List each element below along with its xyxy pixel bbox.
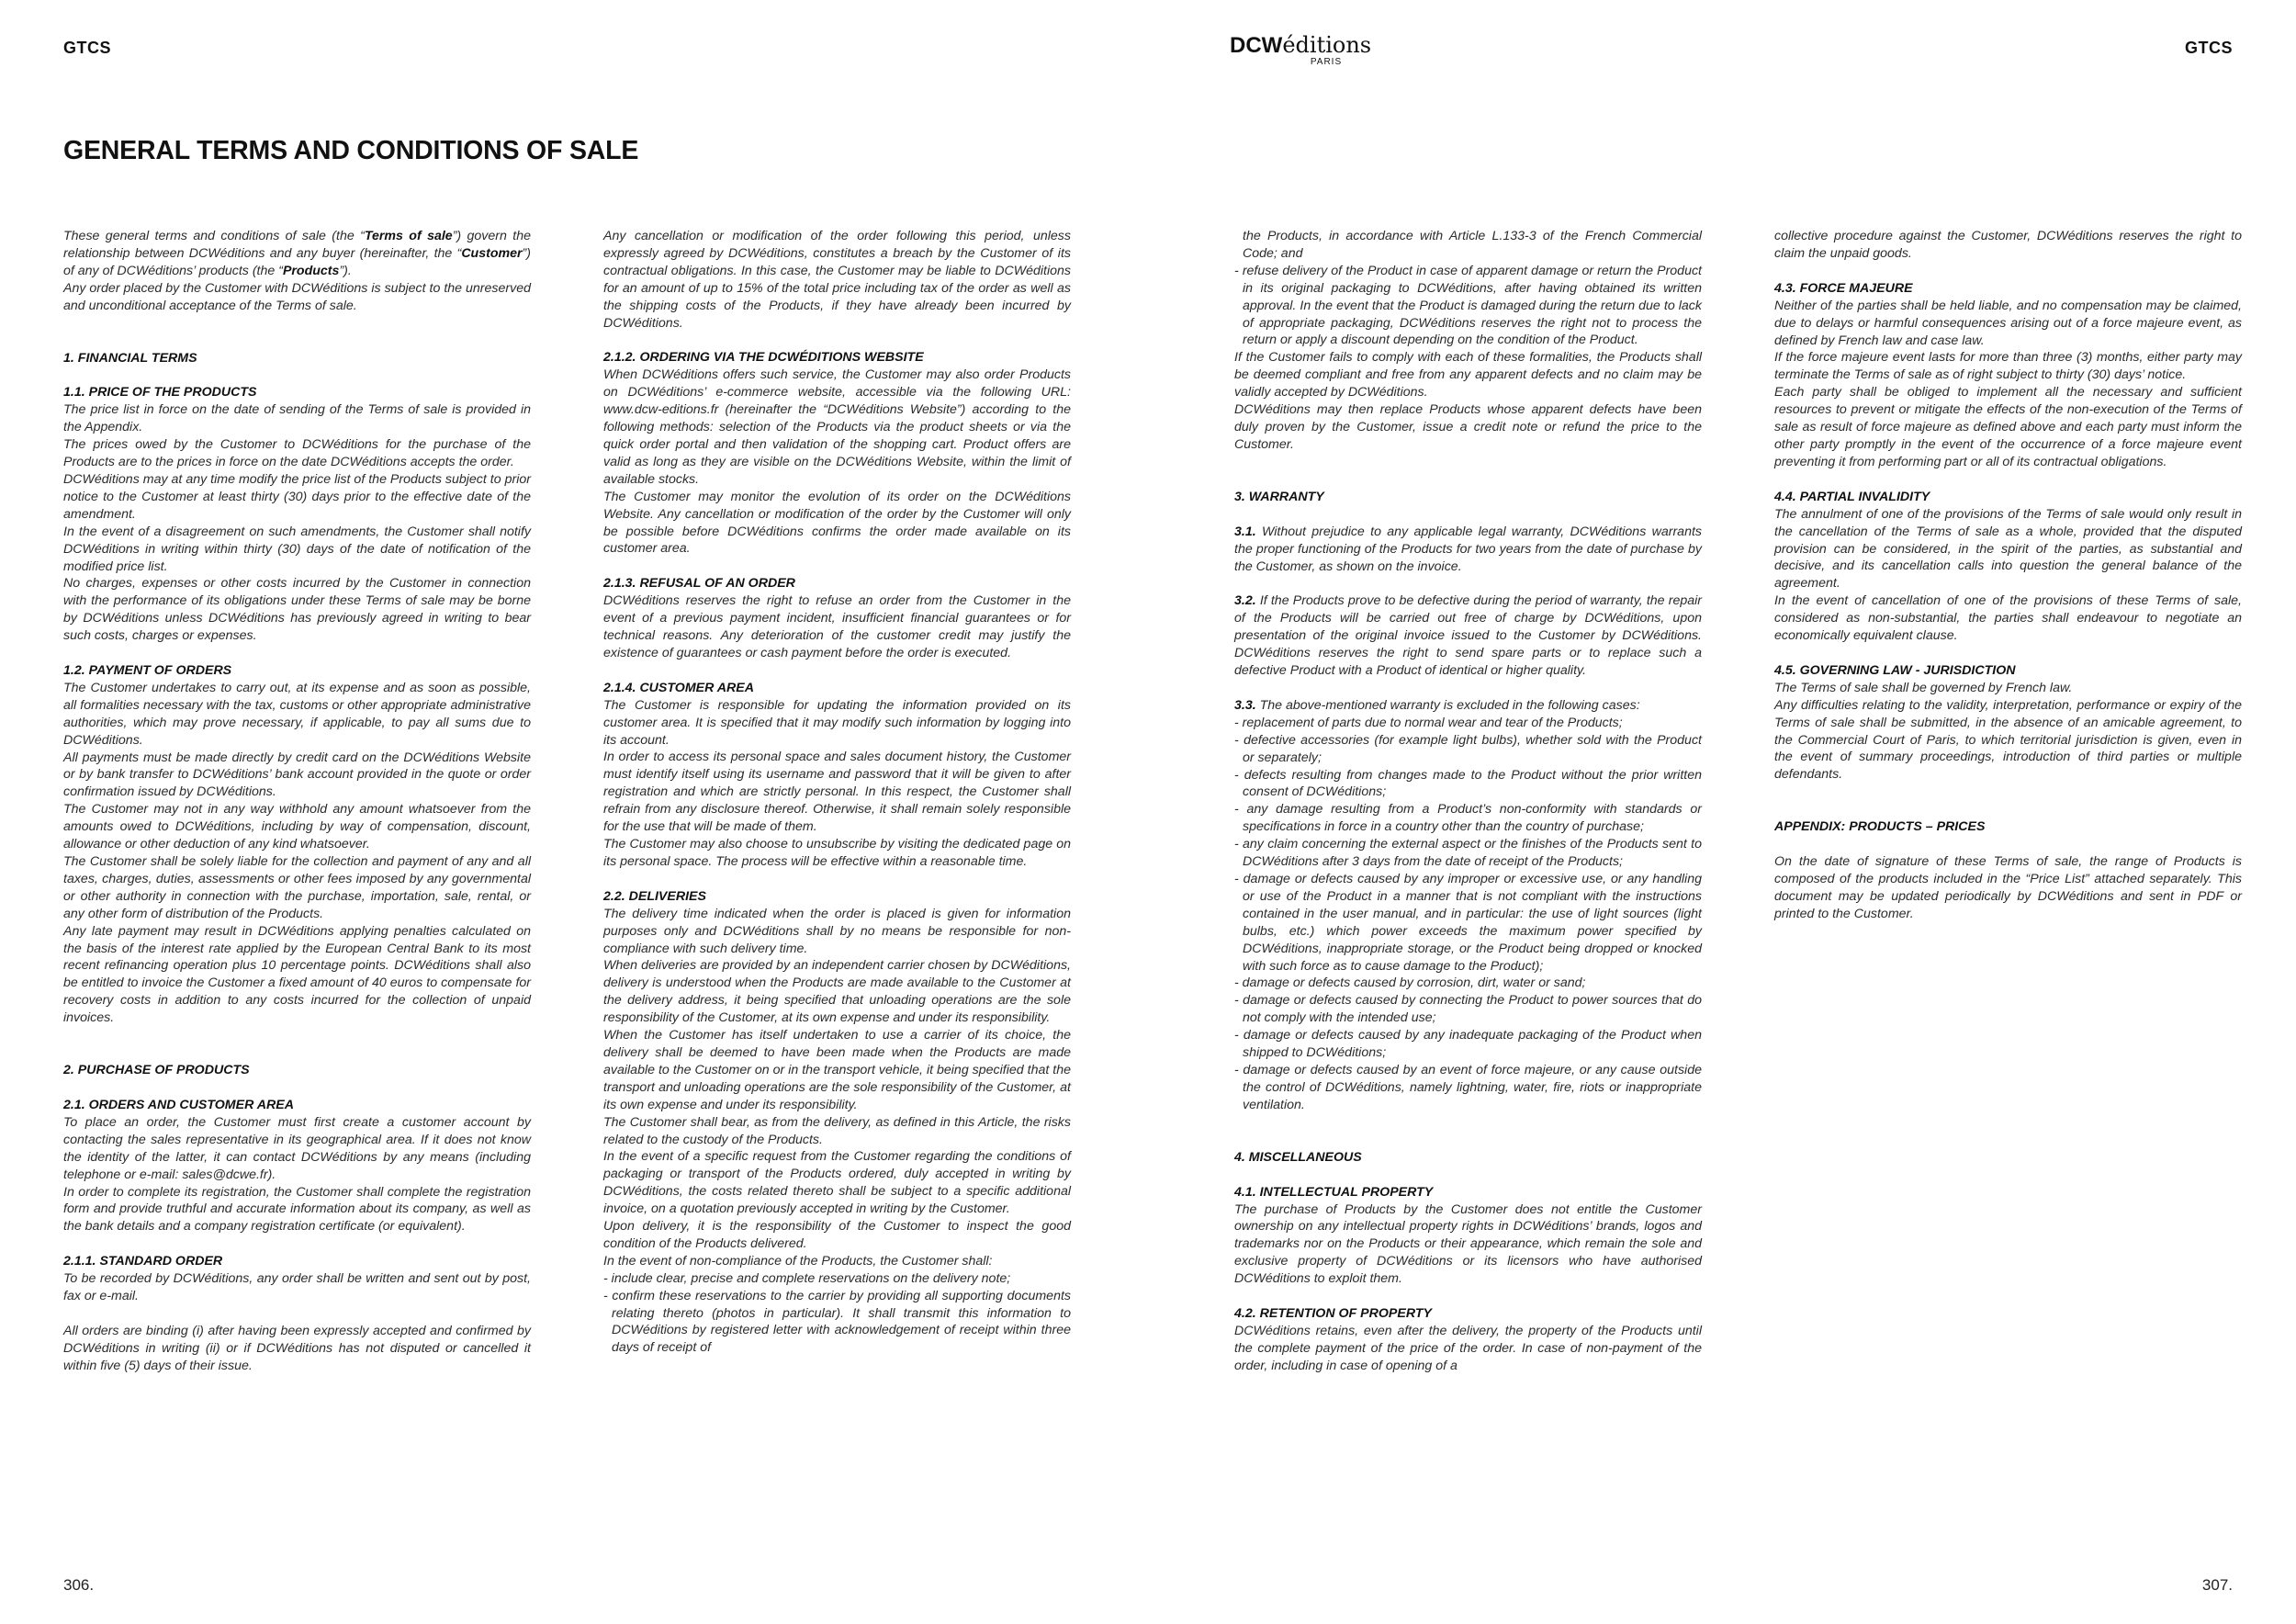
- list-item: - defective accessories (for example light bulbs), whether sold with the Product or separately;: [1234, 732, 1702, 767]
- list-item: - include clear, precise and complete reservations on the delivery note;: [603, 1270, 1071, 1288]
- paragraph: Any late payment may result in DCWéditions applying penalties calculated on the basis of the interest rate applied by the European Central Bank to its most recent refinancing operation plus 10 percentage points. DCWéditions shall also be entitled to invoice the Customer a fixed amount of 40 euros to compensate for recovery costs in addition to any costs incurred for the collection of unpaid invoices.: [63, 923, 531, 1026]
- subsection-heading: 4.1. INTELLECTUAL PROPERTY: [1234, 1184, 1434, 1200]
- subsection-heading: 1.1. PRICE OF THE PRODUCTS: [63, 385, 257, 400]
- subsection-heading: 2.1.2. ORDERING VIA THE DCWÉDITIONS WEBSITE: [603, 350, 924, 366]
- paragraph: The purchase of Products by the Customer does not entitle the Customer ownership on any intellectual property rights in DCWéditions’ brands, logos and trademarks nor on the Products or their appearance, which remain the sole and exclusive property of DCWéditions or its licensors who have authorised DCWéditions to exploit them.: [1234, 1201, 1702, 1287]
- paragraph: Any difficulties relating to the validity, interpretation, performance or expiry of the Terms of sale shall be submitted, in the absence of an amicable agreement, to the Commercial Court of Paris, to which territorial jurisdiction is given, even in the event of summary proceedings, introduction of third parties or multiple defendants.: [1774, 697, 2242, 783]
- paragraph: The prices owed by the Customer to DCWéditions for the purchase of the Products are to the prices in force on the date DCWéditions accepts the order.: [63, 437, 531, 470]
- list-item: - damage or defects caused by corrosion, dirt, water or sand;: [1234, 975, 1702, 992]
- warranty-exclusions-list: [1234, 715, 1702, 1114]
- clause-number: 3.3.: [1234, 697, 1256, 713]
- list-item: - damage or defects caused by any inadequate packaging of the Product when shipped to DCWéditions;: [1234, 1027, 1702, 1062]
- clause-text: The above-mentioned warranty is excluded in the following cases:: [1255, 697, 1640, 713]
- logo-light: éditions: [1282, 32, 1372, 58]
- clause-text: If the Products prove to be defective during the period of warranty, the repair of the Products will be carried out free of charge by DCWéditions, upon presentation of the original invoice issued to the Customer by DCWéditions. DCWéditions reserves the right to send spare parts or to replace such a defective Product with a Product of identical or higher quality.: [1234, 593, 1702, 679]
- paragraph: If the force majeure event lasts for more than three (3) months, either party may terminate the Terms of sale as of right subject to thirty (30) days’ notice.: [1774, 350, 2242, 383]
- paragraph: The Customer shall bear, as from the delivery, as defined in this Article, the risks related to the custody of the Products.: [603, 1114, 1071, 1147]
- subsection-heading: 2.2. DELIVERIES: [603, 888, 706, 904]
- column-3: [1234, 228, 1702, 1375]
- clause-number: 3.2.: [1234, 593, 1256, 609]
- section-heading: 4. MISCELLANEOUS: [1234, 1149, 1362, 1165]
- subsection-heading: 4.4. PARTIAL INVALIDITY: [1774, 489, 1930, 504]
- clause-number: 3.1.: [1234, 524, 1256, 539]
- paragraph: The Customer undertakes to carry out, at its expense and as soon as possible, all formalities necessary with the tax, customs or other appropriate administrative authorities, which may prove necessary, if applicable, to pay all sums due to DCWéditions.: [63, 680, 531, 748]
- intro-text-a: These general terms and conditions of sale (the “: [63, 229, 365, 243]
- paragraph: In the event of non-compliance of the Products, the Customer shall:: [603, 1253, 993, 1269]
- column-4: [1774, 228, 2242, 923]
- page-title: GENERAL TERMS AND CONDITIONS OF SALE: [63, 136, 639, 165]
- list-item: - any claim concerning the external aspect or the finishes of the Products sent to DCWéditions after 3 days from the date of receipt of the Products;: [1234, 836, 1702, 871]
- clause-text: Without prejudice to any applicable legal warranty, DCWéditions warrants the proper functioning of the Products for two years from the date of purchase by the Customer, as shown on the invoice.: [1234, 524, 1702, 574]
- paragraph: In the event of a specific request from the Customer regarding the conditions of packaging or transport of the Products ordered, duly accepted in writing by DCWéditions, the costs related thereto shall be subject to a specific additional invoice, on a quotation previously accepted in writing by the Customer.: [603, 1149, 1071, 1217]
- list-item: - damage or defects caused by connecting the Product to power sources that do not comply with the intended use;: [1234, 992, 1702, 1027]
- warranty-clause: [1234, 524, 1702, 576]
- header-left-label: GTCS: [63, 39, 112, 57]
- subsection-heading: 2.1.4. CUSTOMER AREA: [603, 680, 754, 695]
- paragraph: In the event of cancellation of one of the provisions of these Terms of sale, considered as non-substantial, the parties shall endeavour to negotiate an economically equivalent clause.: [1774, 593, 2242, 644]
- paragraph: DCWéditions may at any time modify the price list of the Products subject to prior notice to the Customer at least thirty (30) days prior to the effective date of the amendment.: [63, 471, 531, 522]
- subsection-heading: 1.2. PAYMENT OF ORDERS: [63, 663, 232, 679]
- paragraph: To be recorded by DCWéditions, any order shall be written and sent out by post, fax or e-mail.: [63, 1271, 531, 1304]
- paragraph: The Customer may also choose to unsubscribe by visiting the dedicated page on its personal space. The process will be effective within a reasonable time.: [603, 837, 1071, 869]
- intro-paragraph-2: Any order placed by the Customer with DCWéditions is subject to the unreserved and unconditional acceptance of the Terms of sale.: [63, 280, 531, 313]
- paragraph: Any cancellation or modification of the order following this period, unless expressly agreed by DCWéditions, constitutes a breach by the Customer of its contractual obligations. In this case, the Customer may be liable to DCWéditions for an amount of up to 15% of the total price including tax of the order as well as the shipping costs of the Products, if they have already been incurred by DCWéditions.: [603, 229, 1071, 331]
- page-number-right: 307.: [2201, 1576, 2233, 1594]
- paragraph: In order to access its personal space and sales document history, the Customer must identify itself using its username and password that it will be given to after registration and which are strictly personal. In this respect, the Customer shall refrain from any disclosure thereof. Otherwise, it shall remain solely responsible for the use that will be made of them.: [603, 750, 1071, 835]
- paragraph: The annulment of one of the provisions of the Terms of sale would only result in the cancellation of the Terms of sale as a whole, provided that the disputed provision can be considered, in the spirit of the parties, as substantial and decisive, and its cancellation calls into question the general balance of the agreement.: [1774, 506, 2242, 592]
- paragraph: The price list in force on the date of sending of the Terms of sale is provided in the Appendix.: [63, 402, 531, 435]
- paragraph: The Customer may monitor the evolution of its order on the DCWéditions Website. Any cancellation or modification of the order by the Customer will only be possible before DCWéditions confirms the order made available on its customer area.: [603, 489, 1071, 557]
- page-number-left: 306.: [63, 1576, 95, 1594]
- paragraph: On the date of signature of these Terms of sale, the range of Products is composed of the products included in the “Price List” attached separately. This document may be updated periodically by DCWéditions and sent in PDF or printed to the Customer.: [1774, 854, 2242, 921]
- section-heading: 2. PURCHASE OF PRODUCTS: [63, 1063, 250, 1078]
- column-1: [63, 228, 531, 1375]
- subsection-heading: 4.3. FORCE MAJEURE: [1774, 280, 1913, 296]
- paragraph: DCWéditions retains, even after the delivery, the property of the Products until the complete payment of the price of the order. In case of non-payment of the order, including in case of opening of a: [1234, 1323, 1702, 1373]
- paragraph: Each party shall be obliged to implement all the necessary and sufficient resources to prevent or mitigate the effects of the non-execution of the Terms of sale as result of force majeure as defined above and each party must inform the other party promptly in the event of the occurrence of a force majeure event preventing it from performing part or all of its contractual obligations.: [1774, 385, 2242, 469]
- paragraph: The Customer shall be solely liable for the collection and payment of any and all taxes, charges, duties, assessments or other fees imposed by any governmental or other authority in connection with the purchase, importation, sale, rental, or any other form of distribution of the Products.: [63, 854, 531, 921]
- paragraph: In the event of a disagreement on such amendments, the Customer shall notify DCWéditions in writing within thirty (30) days of the date of notification of the modified price list.: [63, 524, 531, 574]
- paragraph: If the Customer fails to comply with each of these formalities, the Products shall be deemed compliant and free from any apparent defects and no claim may be validly accepted by DCWéditions.: [1234, 350, 1702, 400]
- paragraph: The Customer may not in any way withhold any amount whatsoever from the amounts owed to DCWéditions, including by way of compensation, discount, allowance or other deduction of any kind whatsoever.: [63, 802, 531, 852]
- intro-text-d: ”).: [339, 263, 352, 278]
- section-heading: 1. FINANCIAL TERMS: [63, 350, 197, 366]
- column-2: [603, 228, 1071, 1357]
- paragraph: collective procedure against the Customer, DCWéditions reserves the right to claim the unpaid goods.: [1774, 229, 2242, 261]
- subsection-heading: 4.5. GOVERNING LAW - JURISDICTION: [1774, 662, 2016, 678]
- paragraph: Upon delivery, it is the responsibility of the Customer to inspect the good condition of the Products delivered.: [603, 1219, 1071, 1251]
- paragraph: When the Customer has itself undertaken to use a carrier of its choice, the delivery shall be deemed to have been made when the Products are made available to the Customer on or in the transport vehicle, it being specified that the transport and unloading operations are the sole responsibility of the Customer, at its own expense and under its responsibility.: [603, 1028, 1071, 1112]
- paragraph: Neither of the parties shall be held liable, and no compensation may be claimed, due to delays or harmful consequences arising out of a force majeure event, as defined by French law and case law.: [1774, 298, 2242, 348]
- paragraph: No charges, expenses or other costs incurred by the Customer in connection with the performance of its obligations under these Terms of sale may be borne by DCWéditions unless DCWéditions has previously agreed in writing to bear such costs, charges or expenses.: [63, 576, 531, 644]
- subsection-heading: 2.1.1. STANDARD ORDER: [63, 1254, 223, 1269]
- list-item: - confirm these reservations to the carrier by providing all supporting documents relating thereto (photos in particular). It shall transmit this information to DCWéditions by registered letter with acknowledgement of receipt within three days of receipt of: [603, 1288, 1071, 1358]
- logo-bold: DCW: [1230, 33, 1283, 58]
- paragraph: All orders are binding (i) after having been expressly accepted and confirmed by DCWéditions in writing (ii) or if DCWéditions has not disputed or cancelled it within five (5) days of their issue.: [63, 1323, 531, 1373]
- paragraph: To place an order, the Customer must first create a customer account by contacting the sales representative in its geographical area. If it does not know the identity of the latter, it can contact DCWéditions by any means (including telephone or e-mail: sales@dcwe.fr).: [63, 1114, 531, 1182]
- list-continuation: the Products, in accordance with Article L.133-3 of the French Commercial Code; and: [1243, 229, 1702, 261]
- brand-logo: [1230, 32, 1372, 67]
- list-item: - refuse delivery of the Product in case of apparent damage or return the Product in its original packaging to DCWéditions, after having obtained its written approval. In the event that the Product is damaged during the return due to lack of appropriate packaging, DCWéditions reserves the right not to process the return or apply a discount depending on the condition of the Product.: [1234, 263, 1702, 350]
- paragraph: DCWéditions reserves the right to refuse an order from the Customer in the event of a previous payment incident, insufficient financial guarantees or for technical reasons. Any deterioration of the customer credit may justify the existence of guarantees or cash payment before the order is executed.: [603, 593, 1071, 660]
- list-item: - defects resulting from changes made to the Product without the prior written consent of DCWéditions;: [1234, 767, 1702, 802]
- paragraph: The Customer is responsible for updating the information provided on its customer area. It is specified that it may modify such information by logging into its account.: [603, 697, 1071, 748]
- warranty-clause: [1234, 592, 1702, 680]
- delivery-obligations-list-continued: [1234, 263, 1702, 350]
- section-heading: 3. WARRANTY: [1234, 489, 1324, 504]
- paragraph: The Terms of sale shall be governed by French law.: [1774, 680, 2073, 695]
- logo-city: PARIS: [1310, 57, 1343, 67]
- list-item: - damage or defects caused by any improper or excessive use, or any handling or use of the Product in a manner that is not compliant with the instructions contained in the user manual, and in particular: the use of light sources (light bulbs, etc.) which power exceeds the maximum power specified by DCWéditions, inappropriate storage, or the Product being dropped or knocked with such force as to cause damage to the Product);: [1234, 871, 1702, 975]
- warranty-clause: [1234, 697, 1702, 715]
- paragraph: DCWéditions may then replace Products whose apparent defects have been duly proven by the Customer, issue a credit note or refund the price to the Customer.: [1234, 402, 1702, 452]
- intro-term-products: Products: [282, 263, 340, 278]
- delivery-obligations-list: [603, 1270, 1071, 1358]
- list-item: - damage or defects caused by an event of force majeure, or any cause outside the control of DCWéditions, namely lightning, water, fire, riots or inappropriate ventilation.: [1234, 1062, 1702, 1114]
- paragraph: The delivery time indicated when the order is placed is given for information purposes only and DCWéditions shall by no means be responsible for non-compliance with such delivery time.: [603, 906, 1071, 956]
- subsection-heading: 4.2. RETENTION OF PROPERTY: [1234, 1306, 1432, 1322]
- intro-paragraph: [63, 228, 531, 280]
- list-item: - replacement of parts due to normal wear and tear of the Products;: [1234, 715, 1702, 732]
- intro-term-terms: Terms of sale: [364, 229, 453, 243]
- subsection-heading: 2.1.3. REFUSAL OF AN ORDER: [603, 576, 795, 592]
- paragraph: When deliveries are provided by an independent carrier chosen by DCWéditions, delivery is understood when the Products are made available to the Customer at the delivery address, it being specified that unloading operations are the sole responsibility of the Customer, at its own expense and under its responsibility.: [603, 958, 1071, 1026]
- intro-text-b: ”) govern the relationship between DCWéditions and any buyer (hereinafter, the “: [63, 229, 531, 261]
- list-item: - any damage resulting from a Product’s non-conformity with standards or specifications in force in a country other than the country of purchase;: [1234, 801, 1702, 836]
- paragraph: All payments must be made directly by credit card on the DCWéditions Website or by bank transfer to DCWéditions’ bank account provided in the quote or order confirmation issued by DCWéditions.: [63, 750, 531, 800]
- subsection-heading: 2.1. ORDERS AND CUSTOMER AREA: [63, 1097, 294, 1112]
- intro-text-c: ”) of any of DCWéditions’ products (the “: [63, 245, 531, 278]
- appendix-heading: APPENDIX: PRODUCTS – PRICES: [1774, 819, 1986, 835]
- paragraph: When DCWéditions offers such service, the Customer may also order Products on DCWéditions’ e-commerce website, accessible via the following URL: www.dcw-editions.fr (hereinafter the “DCWéditions Website”) according to the following methods: selection of the Products via the product sheets or via the quick order portal and then validation of the shopping cart. Product offers are valid as long as they are visible on the DCWéditions Website, within the limit of available stocks.: [603, 367, 1071, 487]
- header-right-label: GTCS: [2184, 39, 2233, 57]
- paragraph: In order to complete its registration, the Customer shall complete the registration form and provide truthful and accurate information about its company, as well as the bank details and a company registration certificate (or equivalent).: [63, 1184, 531, 1235]
- intro-term-customer: Customer: [461, 245, 523, 261]
